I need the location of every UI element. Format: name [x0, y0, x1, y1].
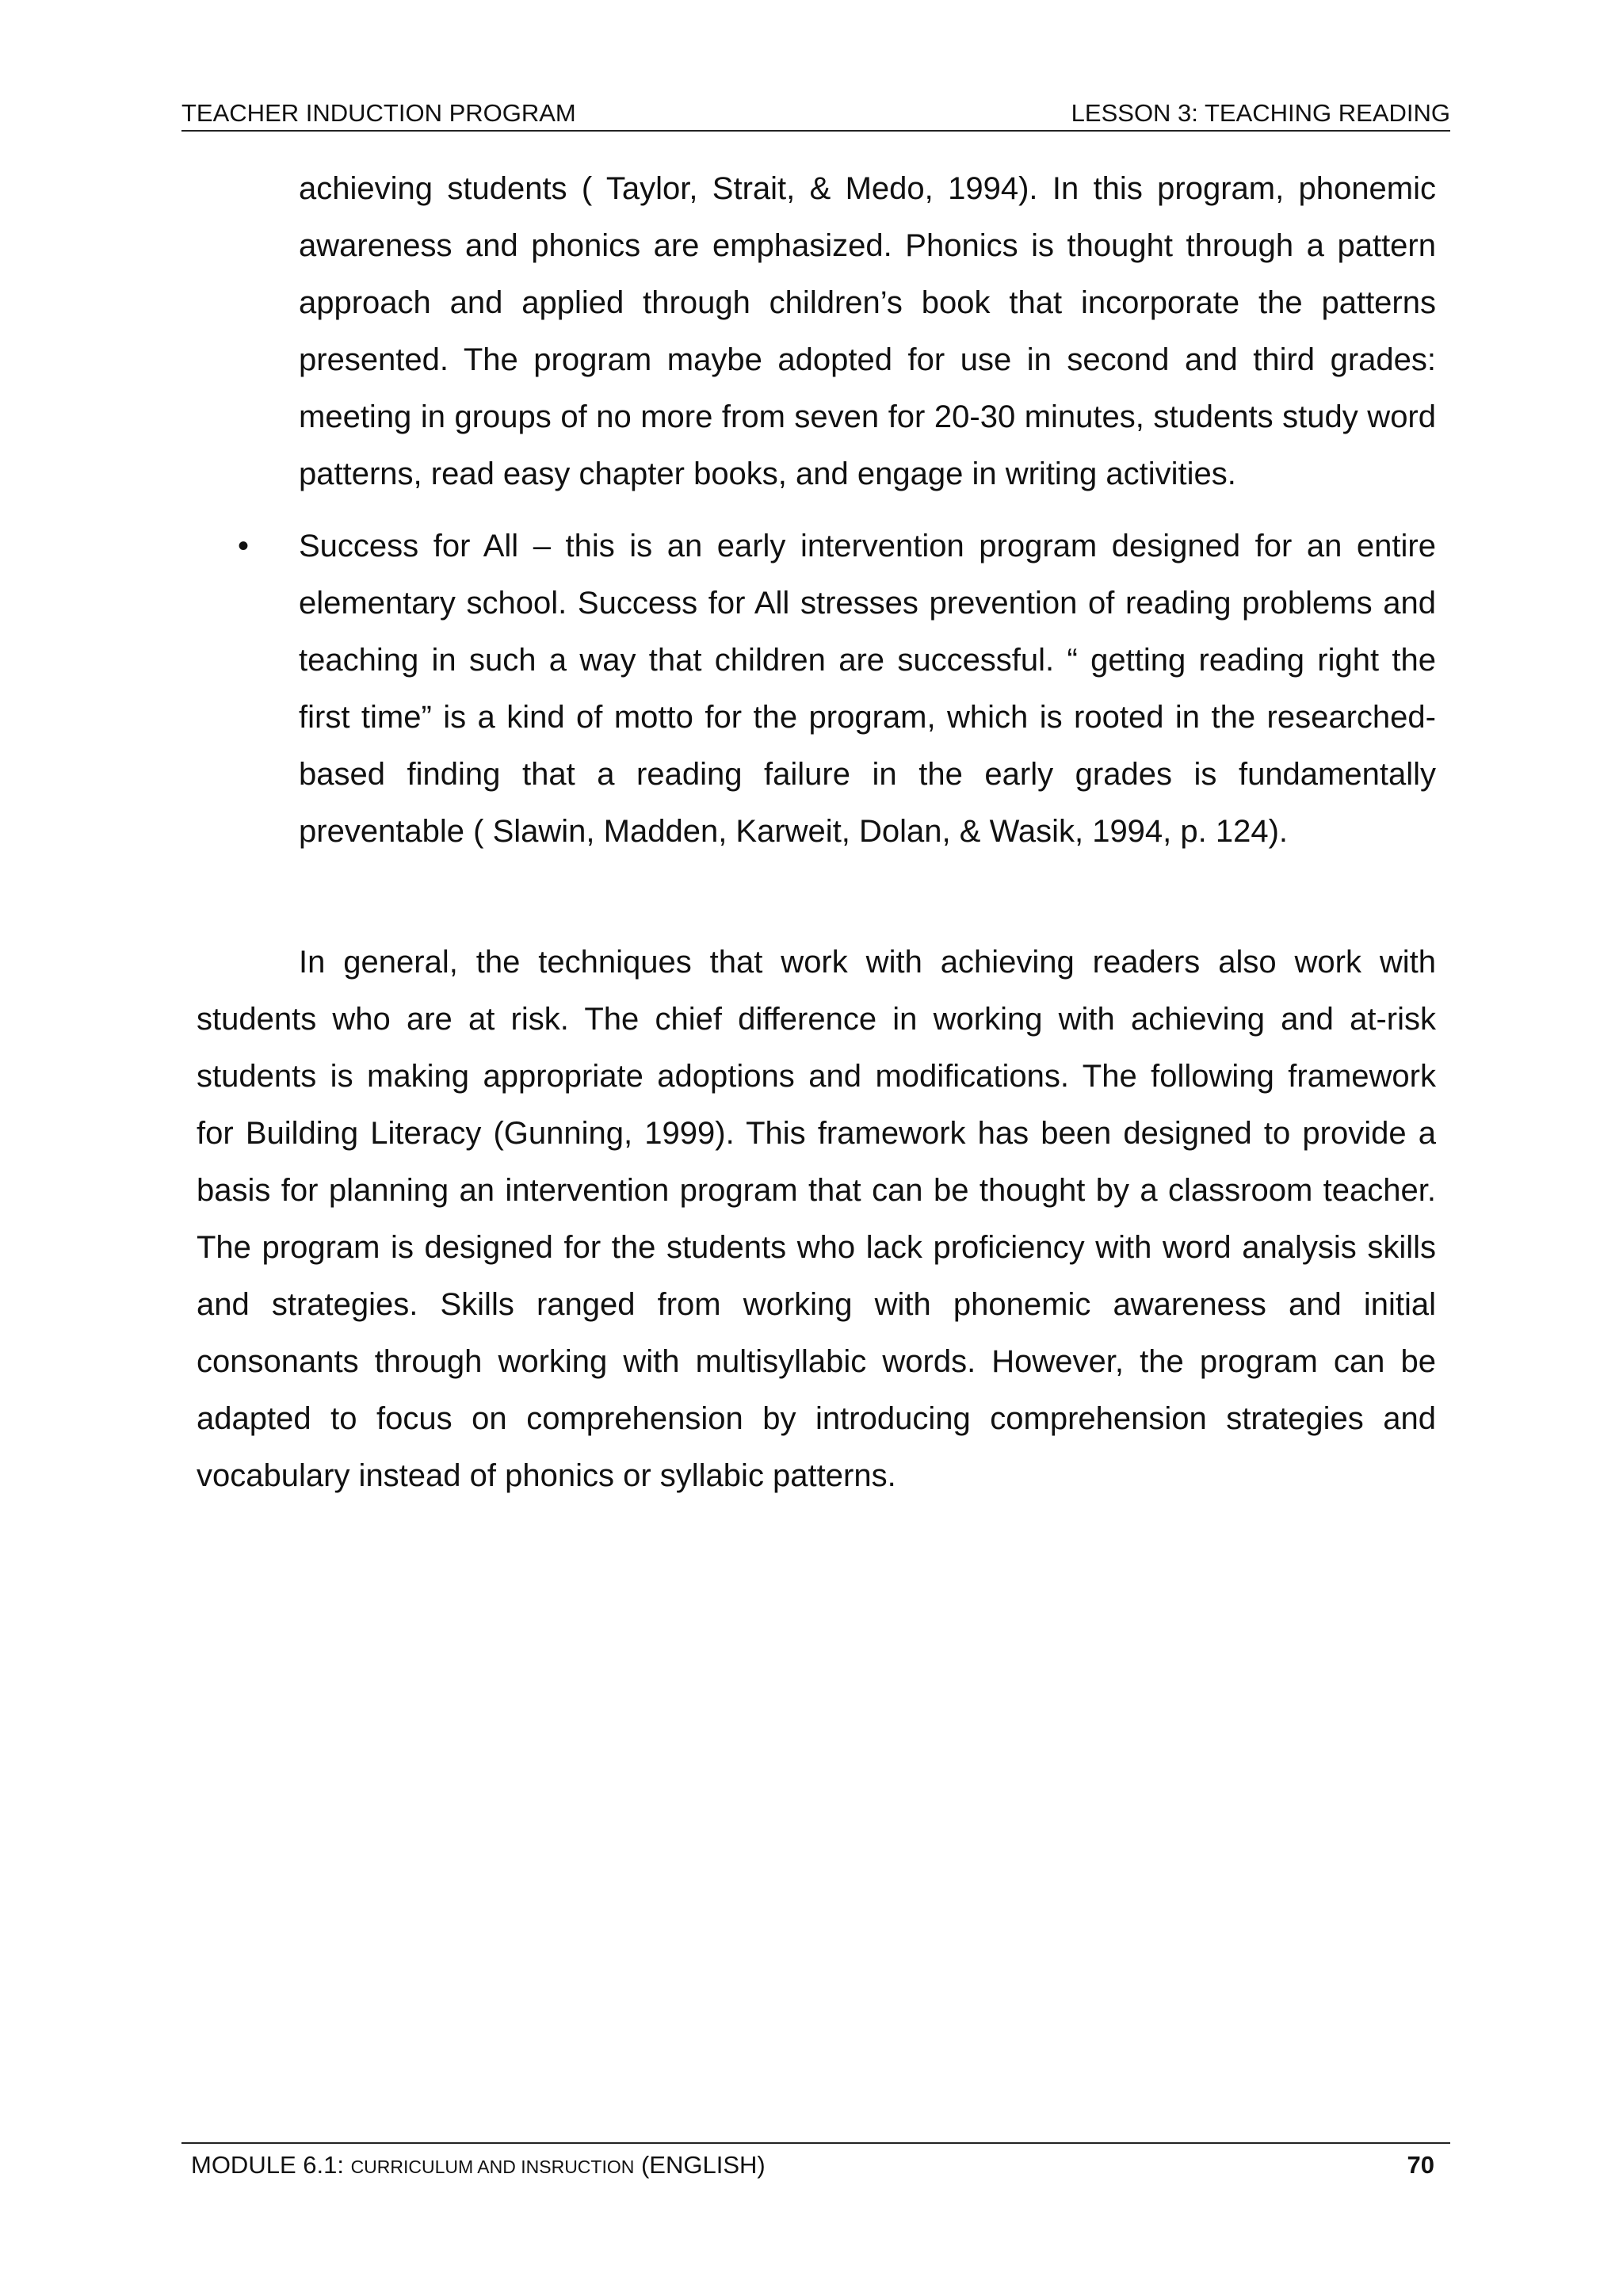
bullet-item-success-for-all: Success for All – this is an early intervention program designed for an entire elementary school. Success for All stresses prevention of reading problems and teaching in such a way that children are successful. “ getting reading right the first time” is a kind of motto for the program, which is rooted in the researched-based finding that a reading failure in the early grades is fundamentally preventable ( Slawin, Madden, Karweit, Dolan, & Wasik, 1994, p. 124).: [299, 529, 1436, 849]
page-number: 70: [1407, 2151, 1434, 2179]
bullet-marker: •: [238, 529, 250, 563]
page-footer: [181, 2142, 1450, 2183]
continuation-paragraph: achieving students ( Taylor, Strait, & Medo, 1994). In this program, phonemic awareness and phonics are emphasized. Phonics is thought through a pattern approach and applied through children’s book that incorporate the patterns presented. The program maybe adopted for use in second and third grades: meeting in groups of no more from seven for 20-30 minutes, students study word patterns, read easy chapter books, and engage in writing activities.: [299, 171, 1436, 491]
footer-module-label: [191, 2149, 766, 2183]
page-header: [181, 97, 1450, 132]
footer-module-suffix: (ENGLISH): [634, 2151, 766, 2179]
header-lesson-title: LESSON 3: TEACHING READING: [1071, 99, 1450, 127]
header-program-title: TEACHER INDUCTION PROGRAM: [181, 99, 576, 127]
footer-module-title: CURRICULUM AND INSRUCTION: [350, 2157, 635, 2177]
footer-module-prefix: MODULE 6.1:: [191, 2151, 351, 2179]
general-paragraph: In general, the techniques that work with achieving readers also work with students who are at risk. The chief difference in working with achieving and at-risk students is making appropriate adoptions and modifications. The following framework for Building Literacy (Gunning, 1999). This framework has been designed to provide a basis for planning an intervention program that can be thought by a classroom teacher. The program is designed for the students who lack proficiency with word analysis skills and strategies. Skills ranged from working with phonemic awareness and initial consonants through working with multisyllabic words. However, the program can be adapted to focus on comprehension by introducing comprehension strategies and vocabulary instead of phonics or syllabic patterns.: [197, 945, 1436, 1493]
